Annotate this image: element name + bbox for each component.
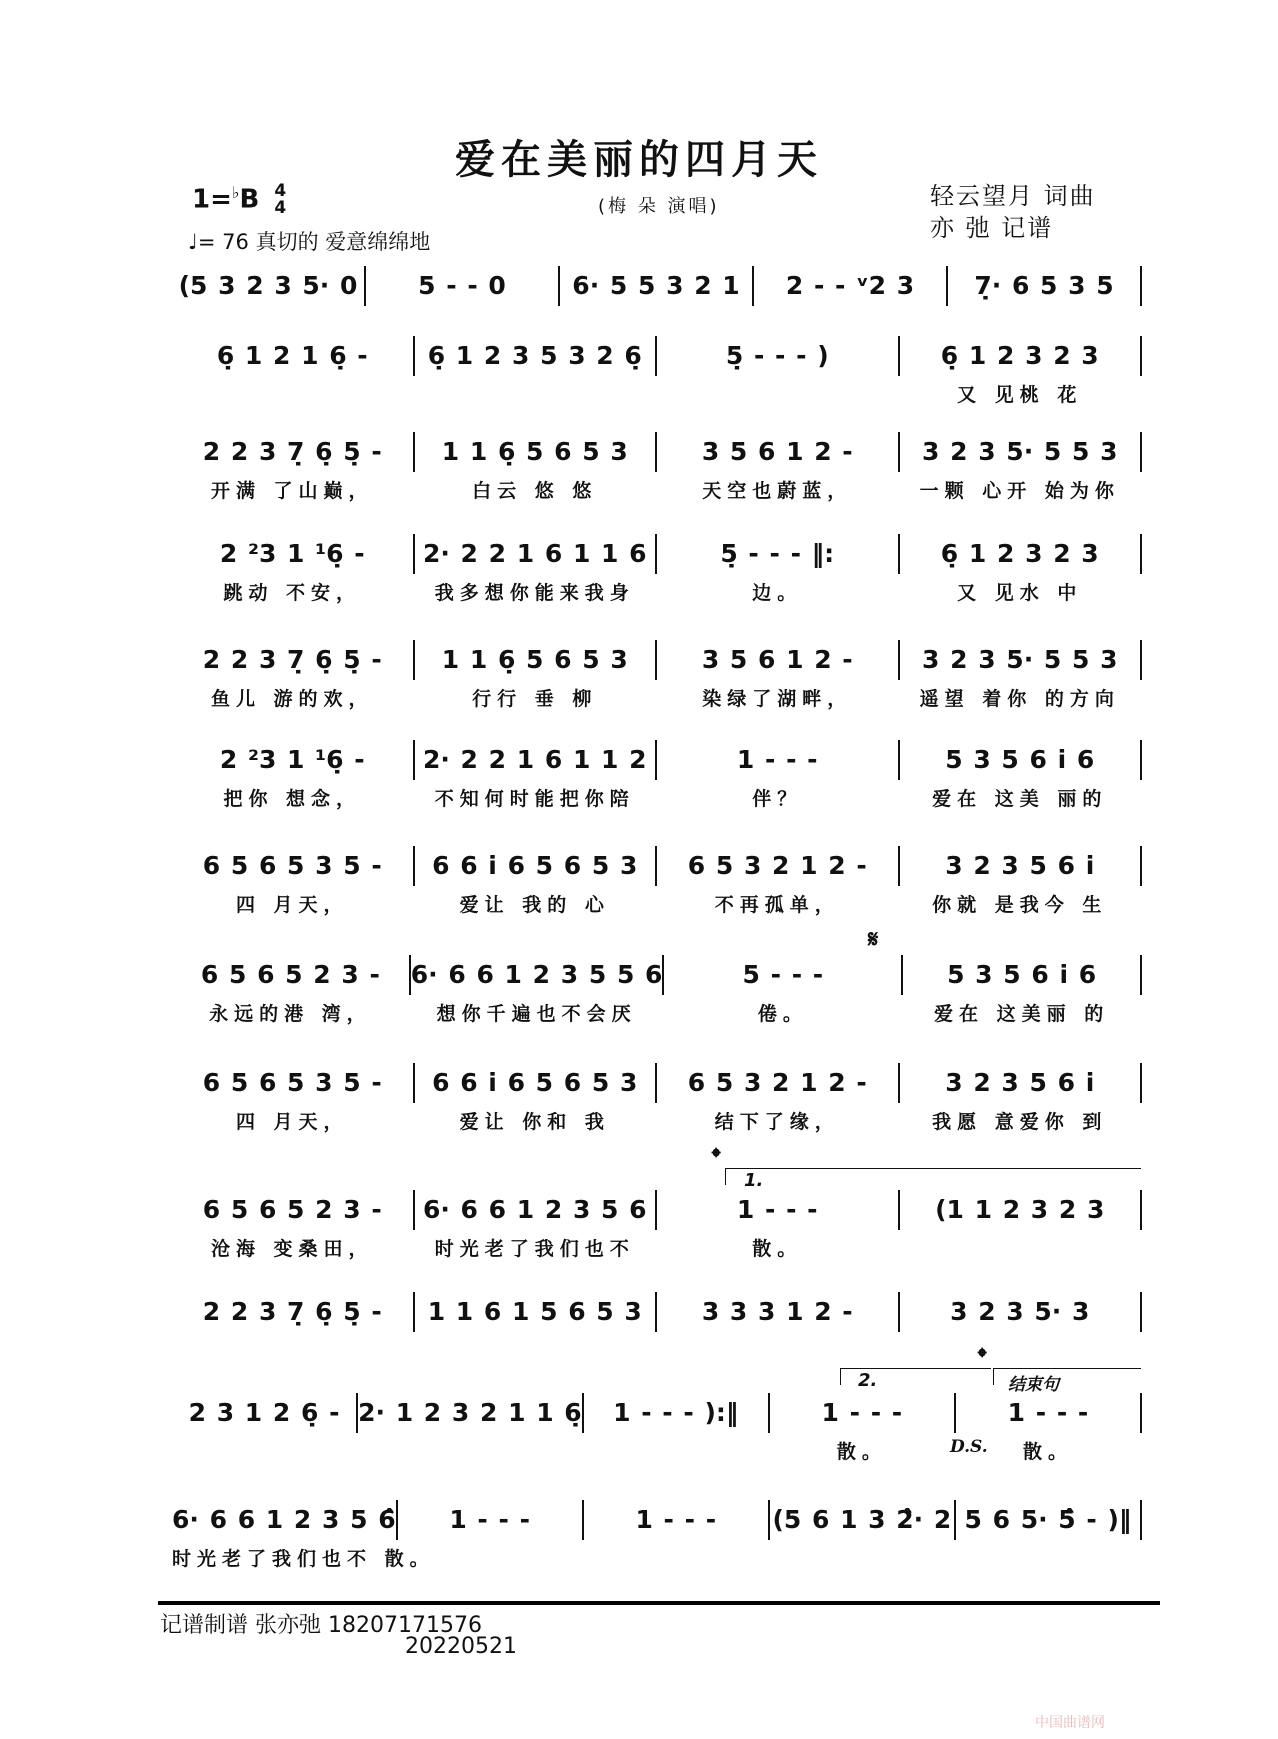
score-row [172, 432, 1142, 502]
measure [172, 534, 415, 604]
coda-sign-2: 𝄌 [978, 1343, 987, 1371]
measure-notes: 2· 2 2 1 6 1 1 2 [422, 745, 647, 774]
measure [172, 1190, 415, 1260]
lyrics-music-credit: 轻云望月 词曲 [930, 182, 1096, 210]
score-row [172, 534, 1142, 604]
score-row [172, 1500, 1142, 1570]
score-row [172, 640, 1142, 710]
time-signature [274, 183, 286, 217]
measure-notes: 6· 6 6 1 2 3 5 6̂ [172, 1505, 396, 1534]
measure-notes: 3 2 3 5 6 i [945, 851, 1095, 880]
measure-notes: 1 1 6̣ 5 6 5 3 [441, 437, 628, 466]
volta-2-label: 2. [858, 1370, 878, 1391]
measure [657, 1063, 900, 1133]
measure [900, 1190, 1143, 1230]
score-row [172, 846, 1142, 916]
measure-notes: 6̣ 1 2 3 2 3 [940, 341, 1099, 370]
measure-notes: (5 3 2 3 5· 0 [178, 271, 358, 300]
measure [172, 432, 415, 502]
key-prefix: 1= [192, 184, 232, 215]
measure [172, 955, 411, 1025]
measure-lyric: 不知何时能把你陪 [434, 788, 635, 810]
measure-notes: 2· 1 2 3 2 1 1 6̣ [358, 1398, 582, 1427]
measure [560, 266, 754, 306]
measure-lyric: 散。 [836, 1441, 887, 1463]
measure [657, 336, 900, 376]
measure-notes: 1 - - - [736, 1195, 818, 1224]
measure-lyric: 时光老了我们也不 [434, 1238, 635, 1260]
measure-lyric: 我多想你能来我身 [434, 582, 635, 604]
measure-lyric: 你就 是我今 生 [932, 894, 1108, 916]
measure-notes: 3 2 3 5· 5 5 3 [922, 645, 1118, 674]
flat-sign: ♭ [231, 183, 240, 202]
dal-segno-mark: D.S. [950, 1437, 988, 1457]
measure [410, 955, 665, 1025]
measure-lyric: 结下了缘， [714, 1111, 840, 1133]
measure-notes: 1 - - - [1007, 1398, 1089, 1427]
measure [657, 640, 900, 710]
measure-notes: 2 2 3 7̣ 6̣ 5̣ - [202, 437, 382, 466]
measure-lyric: 鱼儿 游的欢， [210, 688, 374, 710]
volta-1-label: 1. [744, 1170, 764, 1191]
measure [172, 740, 415, 810]
measure [415, 534, 658, 604]
measure-notes: 1 - - - [635, 1505, 717, 1534]
measure-lyric: 跳动 不安， [223, 582, 362, 604]
measure [657, 1190, 900, 1260]
measure [664, 955, 903, 1025]
measure [584, 1500, 770, 1540]
measure-lyric: 一颗 心开 始为你 [919, 480, 1120, 502]
measure-lyric: 四 月天， [235, 894, 349, 916]
measure-notes: 3 3 3 1 2 - [701, 1297, 853, 1326]
measure [900, 640, 1143, 710]
measure-notes: 5 3 5 6 i 6 [947, 960, 1097, 989]
measure-lyric: 沧海 变桑田， [210, 1238, 374, 1260]
notation-credit: 亦 弛 记谱 [930, 214, 1054, 242]
measure-notes: 2 - - ᵛ2 3 [785, 271, 915, 300]
measure [657, 1292, 900, 1332]
score-row [172, 1063, 1142, 1133]
score-row [172, 955, 1142, 1025]
measure-notes: 2 ²3 1 ¹6̣ - [219, 539, 365, 568]
measure-lyric: 散。 [1022, 1441, 1073, 1463]
measure [415, 1190, 658, 1260]
measure [172, 1292, 415, 1332]
measure-notes: 6 5 3 2 1 2 - [687, 1068, 867, 1097]
measure-notes: 6 5 6 5 2 3 - [200, 960, 380, 989]
measure-notes: 7̣· 6 5 3 5 [974, 271, 1114, 300]
key-note: B [239, 184, 260, 215]
measure-lyric: 又 见桃 花 [957, 384, 1083, 406]
measure [358, 1393, 584, 1433]
measure [584, 1393, 770, 1433]
measure-notes: 1 - - - [449, 1505, 530, 1534]
footer-date: 20220521 [405, 1634, 517, 1659]
measure-lyric: 倦。 [757, 1003, 808, 1025]
watermark: 中国曲谱网 [1035, 1715, 1105, 1731]
measure [172, 1500, 435, 1570]
score-row [172, 740, 1142, 810]
measure [415, 1063, 658, 1133]
measure [754, 266, 948, 306]
measure-notes: 5 3 5 6 i 6 [945, 745, 1095, 774]
measure-notes: 5 - - 0 [418, 271, 506, 300]
measure-lyric: 伴？ [752, 788, 803, 810]
score-row [172, 1190, 1142, 1260]
measure [415, 640, 658, 710]
measure-notes: 6̣ 1 2 3 2 3 [940, 539, 1099, 568]
key-signature [192, 183, 286, 217]
measure-lyric: 想你千遍也不会厌 [436, 1003, 637, 1025]
measure-notes: 1 - - - ):‖ [613, 1398, 739, 1427]
measure-lyric: 爱让 我的 心 [459, 894, 610, 916]
volta-bracket-1 [725, 1168, 1141, 1185]
measure-notes: 5 6 5· 5̂ - )‖ [964, 1505, 1132, 1534]
coda-sign: 𝄌 [712, 1143, 721, 1171]
measure [657, 740, 900, 810]
measure-lyric: 又 见水 中 [957, 582, 1083, 604]
measure-notes: 6 6 i 6 5 6 5 3 [432, 851, 638, 880]
measure-notes: 1 1 6̣ 5 6 5 3 [441, 645, 628, 674]
measure-notes: (5 6 1 3 2̂· 2 [772, 1505, 952, 1534]
measure-notes: 3 2 3 5 6 i [945, 1068, 1095, 1097]
measure-lyric: 开满 了山巅， [210, 480, 374, 502]
time-bottom: 4 [274, 198, 287, 219]
measure [398, 1500, 584, 1540]
measure-notes: 1 1 6 1 5 6 5 3 [427, 1297, 642, 1326]
credits [930, 180, 1096, 244]
measure [172, 266, 366, 306]
measure-notes: 2 3 1 2 6̣ - [188, 1398, 340, 1427]
measure [903, 955, 1142, 1025]
measure [415, 336, 658, 376]
segno-sign: 𝄋 [868, 925, 879, 953]
measure-notes: 2· 2 2 1 6 1 1 6 [422, 539, 647, 568]
measure-notes: 6 5 6 5 2 3 - [202, 1195, 382, 1224]
measure-lyric: 边。 [752, 582, 803, 604]
measure-lyric: 白云 悠 悠 [472, 480, 598, 502]
measure-lyric: 行行 垂 柳 [472, 688, 598, 710]
measure [415, 1292, 658, 1332]
measure-notes: 6· 6 6 1 2 3 5 6 [422, 1195, 647, 1224]
measure-lyric: 爱在 这美 丽的 [932, 788, 1108, 810]
measure [900, 432, 1143, 502]
measure-notes: 5̣ - - - ‖: [720, 539, 835, 568]
measure [172, 846, 415, 916]
measure [770, 1500, 956, 1540]
measure [657, 846, 900, 916]
measure-lyric: 散。 [752, 1238, 803, 1260]
measure-lyric: 遥望 着你 的方向 [919, 688, 1120, 710]
ending-label: 结束句 [1008, 1375, 1059, 1395]
measure-notes: 3 5 6 1 2 - [701, 437, 853, 466]
measure-notes: 1 - - - [821, 1398, 903, 1427]
measure [900, 1063, 1143, 1133]
measure-lyric: 爱让 你和 我 [459, 1111, 610, 1133]
measure [900, 336, 1143, 406]
measure-notes: 6 5 6 5 3 5 - [202, 1068, 382, 1097]
singer-credit: (梅 朵 演唱) [598, 196, 720, 217]
measure [415, 740, 658, 810]
measure [900, 1292, 1143, 1332]
song-title: 爱在美丽的四月天 [455, 136, 823, 183]
measure-notes: 6̣ 1 2 1 6̣ - [216, 341, 368, 370]
tempo-marking: ♩= 76 真切的 爱意绵绵地 [188, 230, 431, 254]
measure-notes: 6· 5 5 3 2 1 [572, 271, 740, 300]
measure-notes: 6· 6 6 1 2 3 5 5 6 [410, 960, 663, 989]
measure-notes: 3 2 3 5· 3 [950, 1297, 1090, 1326]
score-row [172, 336, 1142, 406]
measure-notes: 3 5 6 1 2 - [701, 645, 853, 674]
measure-notes: 6̣ 1 2 3 5 3 2 6̣ [427, 341, 642, 370]
measure-notes: 2 ²3 1 ¹6̣ - [219, 745, 365, 774]
measure-notes: 6 5 6 5 3 5 - [202, 851, 382, 880]
footer-credit: 记谱制谱 张亦弛 18207171576 [160, 1613, 482, 1638]
measure [366, 266, 560, 306]
measure [657, 432, 900, 502]
measure-notes: 3 2 3 5· 5 5 3 [922, 437, 1118, 466]
measure [900, 740, 1143, 810]
measure-lyric: 时光老了我们也不 散。 [172, 1548, 435, 1570]
measure [415, 432, 658, 502]
measure [900, 534, 1143, 604]
measure-notes: 2 2 3 7̣ 6̣ 5̣ - [202, 645, 382, 674]
time-top: 4 [274, 181, 287, 202]
measure-lyric: 我愿 意爱你 到 [932, 1111, 1108, 1133]
measure-lyric: 四 月天， [235, 1111, 349, 1133]
measure [657, 534, 900, 604]
measure-lyric: 染绿了湖畔， [702, 688, 853, 710]
measure-lyric: 天空也蔚蓝， [702, 480, 853, 502]
measure-lyric: 把你 想念， [223, 788, 362, 810]
score-row [172, 266, 1142, 306]
measure-notes: 6 5 3 2 1 2 - [687, 851, 867, 880]
measure [956, 1500, 1142, 1540]
measure [900, 846, 1143, 916]
measure-lyric: 永远的港 湾， [209, 1003, 372, 1025]
measure-notes: 2 2 3 7̣ 6̣ 5̣ - [202, 1297, 382, 1326]
measure [948, 266, 1142, 306]
measure [172, 1393, 358, 1433]
measure-notes: 6 6 i 6 5 6 5 3 [432, 1068, 638, 1097]
measure-notes: (1 1 2 3 2 3 [935, 1195, 1105, 1224]
score-row [172, 1292, 1142, 1332]
measure [770, 1393, 956, 1463]
measure [172, 1063, 415, 1133]
measure [172, 640, 415, 710]
measure-notes: 5̣ - - - ) [725, 341, 829, 370]
measure [415, 846, 658, 916]
measure-lyric: 不再孤单， [714, 894, 840, 916]
measure-lyric: 爱在 这美丽 的 [933, 1003, 1110, 1025]
footer-divider [158, 1601, 1160, 1605]
measure-notes: 5 - - - [742, 960, 824, 989]
measure [172, 336, 415, 376]
measure-notes: 1 - - - [736, 745, 818, 774]
